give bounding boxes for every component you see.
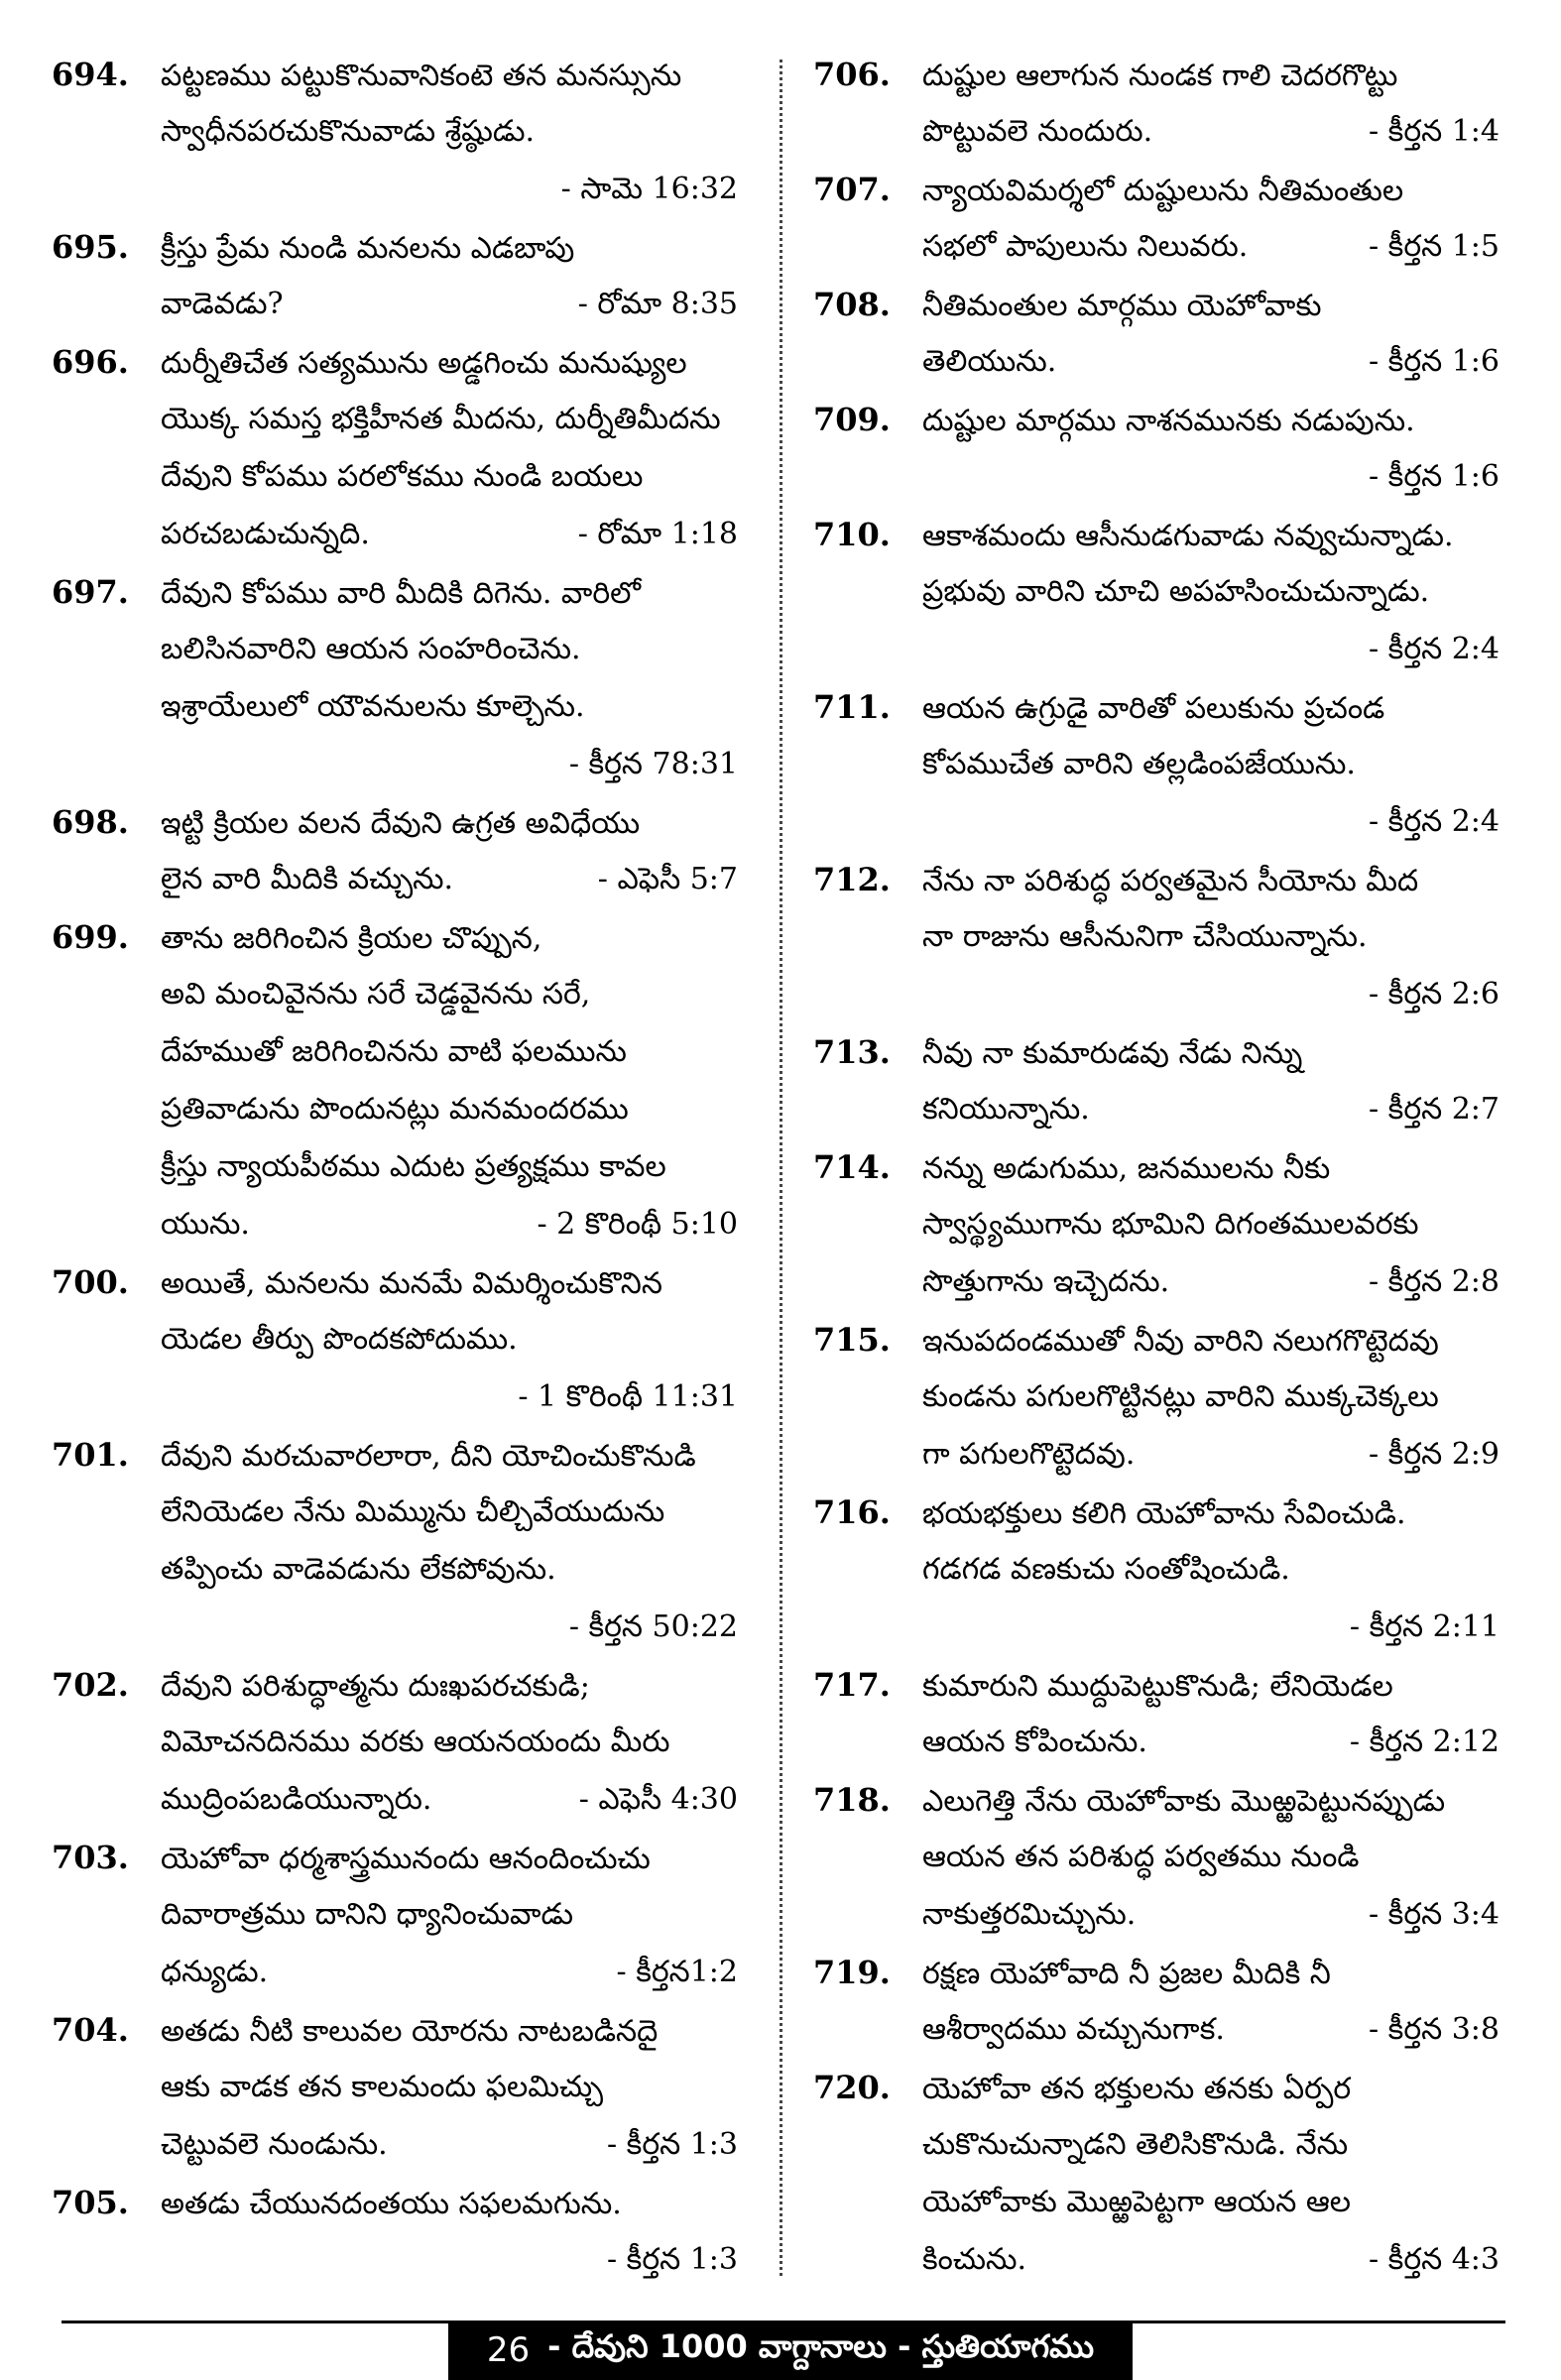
verse-text: యును. — [161, 1207, 250, 1242]
verse-line — [52, 1426, 744, 1484]
verse-text: గడగడ వణకుచు సంతోషించుడి. — [922, 1552, 1290, 1587]
verse-reference: - కీర్తన 2:4 — [1368, 632, 1500, 666]
verse-reference: - కీర్తన 2:12 — [1349, 1725, 1500, 1759]
verse-entry — [813, 678, 1505, 851]
verse-text: ఆయన కోపించును. — [922, 1725, 1147, 1759]
verse-reference: - కీర్తన 2:8 — [1368, 1264, 1500, 1299]
verse-line — [52, 391, 744, 448]
page-footer — [448, 2320, 1133, 2380]
verse-reference: - కీర్తన 1:6 — [1368, 344, 1500, 379]
verse-reference: - కీర్తన 4:3 — [1368, 2242, 1500, 2277]
verse-text: భయభక్తులు కలిగి యెహోవాను సేవించుడి. — [922, 1496, 1406, 1531]
verse-reference: - కీర్తన 2:7 — [1368, 1092, 1500, 1127]
verse-text: అయితే, మనలను మనమే విమర్శించుకొనిన — [161, 1266, 662, 1301]
verse-line — [813, 1541, 1505, 1599]
verse-text: నా రాజును ఆసీనునిగా చేసియున్నాను. — [922, 919, 1368, 954]
verse-text: దేవుని పరిశుద్ధాత్మను దుఃఖపరచకుడి; — [161, 1669, 590, 1704]
book-title: - దేవుని 1000 వాగ్దానాలు - స్తుతియాగము — [547, 2327, 1095, 2365]
verse-reference: - కీర్తన 2:6 — [1368, 977, 1500, 1012]
verse-entry — [813, 1771, 1505, 1944]
verse-text: నేను నా పరిశుద్ధ పర్వతమైన సీయోను మీద — [922, 864, 1419, 898]
verse-text: వాడెవడు? — [161, 287, 284, 321]
verse-text: తప్పించు వాడెవడును లేకపోవును. — [161, 1552, 556, 1587]
verse-text: అతడు నీటి కాలువల యోరను నాటబడినదై — [161, 2014, 659, 2049]
verse-text: నాకుత్తరమిచ్చును. — [922, 1897, 1137, 1932]
verse-number: 700. — [52, 1263, 129, 1301]
verse-reference: - కీర్తన 78:31 — [568, 747, 738, 781]
verse-text: స్వాధీనపరచుకొనువాడు శ్రేష్ఠుడు. — [161, 114, 536, 149]
verse-reference-line — [813, 1599, 1505, 1656]
verse-entry — [813, 2059, 1505, 2289]
verse-line — [813, 1426, 1505, 1484]
right-column — [813, 46, 1505, 2289]
verse-text: తాను జరిగించిన క్రియల చొప్పున, — [161, 921, 542, 956]
verse-text: ఆశీర్వాదము వచ్చునుగాక. — [922, 2012, 1225, 2047]
verse-entry — [813, 391, 1505, 506]
verse-text: ప్రభువు వారిని చూచి అపహసించుచున్నాడు. — [922, 574, 1430, 609]
verse-line — [813, 736, 1505, 793]
verse-line — [52, 1484, 744, 1541]
verse-entry — [813, 161, 1505, 276]
verse-reference: - కీర్తన 1:4 — [1368, 114, 1500, 149]
verse-line — [813, 678, 1505, 736]
verse-text: అవి మంచివైనను సరే చెడ్డవైనను సరే, — [161, 977, 591, 1012]
verse-text: దుర్నీతిచేత సత్యమును అడ్డగించు మనుష్యుల — [161, 346, 687, 381]
verse-reference: - 1 కొరింథీ 11:31 — [518, 1379, 738, 1414]
verse-line — [52, 563, 744, 621]
verse-line — [52, 1886, 744, 1944]
verse-reference: - కీర్తన 1:3 — [606, 2242, 738, 2277]
verse-entry — [52, 1829, 744, 2001]
verse-reference: - కీర్తన 3:4 — [1368, 1897, 1500, 1932]
verse-line — [813, 276, 1505, 333]
verse-text: పొట్టువలె నుందురు. — [922, 114, 1153, 149]
verse-text: ముద్రింపబడియున్నారు. — [161, 1782, 432, 1817]
verse-line — [52, 46, 744, 103]
verse-reference-line — [813, 793, 1505, 851]
verse-text: క్రీస్తు ప్రేమ నుండి మనలను ఎడబాపు — [161, 231, 575, 266]
verse-line — [52, 1138, 744, 1196]
verse-text: ప్రతివాడును పొందునట్లు మనమందరము — [161, 1092, 629, 1127]
verse-line — [813, 1771, 1505, 1829]
verse-text: నన్ను అడుగుము, జనములను నీకు — [922, 1151, 1331, 1186]
verse-line — [52, 1253, 744, 1311]
verse-number: 695. — [52, 228, 129, 266]
verse-line — [813, 2174, 1505, 2231]
verse-text: బలిసినవారిని ఆయన సంహరించెను. — [161, 632, 581, 666]
verse-line — [52, 1081, 744, 1138]
verse-reference: - కీర్తన 2:4 — [1368, 804, 1500, 839]
verse-text: దేవుని మరచువారలారా, దీని యోచించుకొనుడి — [161, 1439, 696, 1474]
verse-line — [52, 1714, 744, 1771]
verse-text: తెలియును. — [922, 344, 1057, 379]
verse-text: నీతిమంతుల మార్గము యెహోవాకు — [922, 289, 1322, 323]
verse-line — [52, 1656, 744, 1714]
verse-number: 705. — [52, 2184, 129, 2221]
verse-line — [813, 1886, 1505, 1944]
verse-entry — [813, 46, 1505, 161]
verse-line — [52, 276, 744, 333]
verse-line — [52, 2174, 744, 2231]
verse-reference-line — [52, 1599, 744, 1656]
verse-number: 713. — [813, 1033, 891, 1071]
verse-line — [813, 1023, 1505, 1081]
verse-text: ఆకు వాడక తన కాలమందు ఫలమిచ్చు — [161, 2070, 603, 2104]
verse-line — [813, 2116, 1505, 2174]
verse-number: 697. — [52, 573, 129, 611]
verse-entry — [52, 2001, 744, 2174]
verse-reference: - రోమా 1:18 — [577, 517, 738, 551]
verse-text: దుష్టుల మార్గము నాశనమునకు నడుపును. — [922, 404, 1415, 438]
verse-text: దేహముతో జరిగించినను వాటి ఫలమును — [161, 1034, 627, 1069]
verse-reference: - కీర్తన 1:5 — [1368, 229, 1500, 264]
verse-text: ఆయన తన పరిశుద్ధ పర్వతము నుండి — [922, 1840, 1360, 1874]
verse-entry — [813, 1484, 1505, 1656]
verse-text: కించును. — [922, 2242, 1027, 2277]
verse-line — [52, 1541, 744, 1599]
verse-line — [52, 2001, 744, 2059]
verse-text: యెహోవా తన భక్తులను తనకు ఏర్పర — [922, 2072, 1352, 2106]
verse-reference: - ఎఫెసీ 4:30 — [578, 1782, 738, 1817]
verse-line — [52, 1944, 744, 2001]
verse-line — [52, 1829, 744, 1886]
verse-line — [52, 448, 744, 506]
verse-line — [813, 161, 1505, 218]
verse-line — [813, 1138, 1505, 1196]
verse-line — [813, 2059, 1505, 2116]
verse-reference: - కీర్తన1:2 — [616, 1955, 738, 1989]
verse-text: ఇనుపదండముతో నీవు వారిని నలుగగొట్టెదవు — [922, 1324, 1439, 1359]
verse-text: స్వాస్థ్యముగాను భూమిని దిగంతములవరకు — [922, 1207, 1419, 1242]
verse-entry — [52, 46, 744, 218]
verse-text: కోపముచేత వారిని తల్లడింపజేయును. — [922, 747, 1356, 781]
verse-reference: - సామె 16:32 — [560, 172, 738, 206]
verse-text: యెహోవా ధర్మశాస్త్రమునందు ఆనందించుచు — [161, 1842, 651, 1876]
verse-line — [813, 2231, 1505, 2289]
verse-text: న్యాయవిమర్శలో దుష్టులును నీతిమంతుల — [922, 174, 1404, 208]
verse-line — [813, 1196, 1505, 1253]
verse-reference-line — [813, 621, 1505, 678]
verse-text: చెట్టువలె నుండును. — [161, 2127, 388, 2162]
verse-number: 709. — [813, 401, 891, 438]
verse-text: యొక్క సమస్త భక్తిహీనత మీదను, దుర్నీతిమీదను — [161, 402, 721, 436]
verse-number: 696. — [52, 343, 129, 381]
verse-number: 719. — [813, 1954, 891, 1991]
verse-entry — [52, 1426, 744, 1656]
verse-entry — [813, 1311, 1505, 1484]
verse-reference-line — [813, 448, 1505, 506]
verse-number: 720. — [813, 2069, 891, 2106]
verse-text: లేనియెడల నేను మిమ్మును చీల్చివేయుదును — [161, 1494, 665, 1529]
verse-text: దుష్టుల ఆలాగున నుండక గాలి చెదరగొట్టు — [922, 59, 1398, 93]
verse-number: 694. — [52, 56, 129, 93]
verse-line — [813, 908, 1505, 966]
verse-line — [813, 1656, 1505, 1714]
verse-entry — [52, 908, 744, 1253]
verse-line — [813, 391, 1505, 448]
verse-reference-line — [813, 966, 1505, 1023]
verse-number: 710. — [813, 516, 891, 553]
verse-text: దివారాత్రము దానిని ధ్యానించువాడు — [161, 1897, 574, 1932]
verse-text: రక్షణ యెహోవాది నీ ప్రజల మీదికి నీ — [922, 1957, 1331, 1991]
verse-number: 717. — [813, 1666, 891, 1704]
verse-number: 704. — [52, 2011, 129, 2049]
column-divider — [780, 60, 782, 2276]
verse-entry — [52, 1656, 744, 1829]
verse-line — [52, 1196, 744, 1253]
verse-text: దేవుని కోపము వారి మీదికి దిగెను. వారిలో — [161, 576, 642, 611]
verse-line — [813, 2001, 1505, 2059]
verse-line — [813, 1829, 1505, 1886]
verse-number: 699. — [52, 918, 129, 956]
verse-line — [52, 218, 744, 276]
verse-text: విమోచనదినము వరకు ఆయనయందు మీరు — [161, 1725, 670, 1759]
verse-text: గా పగులగొట్టెదవు. — [922, 1437, 1136, 1472]
verse-reference: - కీర్తన 50:22 — [568, 1609, 738, 1644]
verse-text: ఎలుగెత్తి నేను యెహోవాకు మొఱ్ఱపెట్టునప్పుడు — [922, 1784, 1446, 1819]
verse-text: నీవు నా కుమారుడవు నేడు నిన్ను — [922, 1036, 1303, 1071]
verse-line — [52, 2116, 744, 2174]
verse-number: 712. — [813, 861, 891, 898]
verse-line — [813, 218, 1505, 276]
verse-reference-line — [52, 1368, 744, 1426]
verse-line — [52, 678, 744, 736]
verse-number: 708. — [813, 286, 891, 323]
verse-entry — [813, 1944, 1505, 2059]
verse-entry — [813, 506, 1505, 678]
verse-text: అతడు చేయునదంతయు సఫలమగును. — [161, 2187, 622, 2221]
verse-line — [52, 103, 744, 161]
verse-text: సొత్తుగాను ఇచ్చెదను. — [922, 1264, 1170, 1299]
verse-text: యెడల తీర్పు పొందకపోదుము. — [161, 1322, 518, 1357]
verse-number: 716. — [813, 1493, 891, 1531]
page-number: 26 — [486, 2330, 531, 2370]
verse-line — [52, 2059, 744, 2116]
left-column — [52, 46, 744, 2289]
verse-reference: - కీర్తన 1:3 — [606, 2127, 738, 2162]
verse-number: 715. — [813, 1321, 891, 1359]
verse-entry — [813, 1138, 1505, 1311]
verse-number: 698. — [52, 803, 129, 841]
verse-reference: - కీర్తన 2:11 — [1349, 1609, 1500, 1644]
verse-text: ఆయన ఉగ్రుడై వారితో పలుకును ప్రచండ — [922, 691, 1385, 726]
verse-number: 714. — [813, 1148, 891, 1186]
verse-line — [52, 908, 744, 966]
verse-line — [52, 793, 744, 851]
verse-text: చుకొనుచున్నాడని తెలిసికొనుడి. నేను — [922, 2127, 1349, 2162]
verse-text: యెహోవాకు మొఱ్ఱపెట్టగా ఆయన ఆల — [922, 2185, 1352, 2219]
verse-reference: - రోమా 8:35 — [577, 287, 738, 321]
verse-entry — [813, 851, 1505, 1023]
verse-line — [813, 103, 1505, 161]
verse-reference: - ఎఫెసీ 5:7 — [597, 862, 738, 896]
verse-text: సభలో పాపులును నిలువరు. — [922, 229, 1249, 264]
verse-line — [813, 563, 1505, 621]
verse-line — [52, 1023, 744, 1081]
verse-line — [813, 46, 1505, 103]
verse-line — [813, 1081, 1505, 1138]
verse-entry — [813, 1656, 1505, 1771]
verse-line — [52, 851, 744, 908]
verse-entry — [813, 1023, 1505, 1138]
verse-text: క్రీస్తు న్యాయపీఠము ఎదుట ప్రత్యక్షము కావల — [161, 1149, 666, 1184]
verse-line — [813, 506, 1505, 563]
verse-reference-line — [52, 161, 744, 218]
verse-line — [813, 1714, 1505, 1771]
verse-entry — [52, 563, 744, 793]
verse-line — [52, 333, 744, 391]
verse-number: 702. — [52, 1666, 129, 1704]
verse-entry — [52, 1253, 744, 1426]
verse-line — [813, 333, 1505, 391]
verse-line — [52, 506, 744, 563]
verse-text: కుండను పగులగొట్టినట్లు వారిని ముక్కచెక్కలు — [922, 1379, 1439, 1414]
verse-text: కనియున్నాను. — [922, 1092, 1090, 1127]
verse-line — [813, 1311, 1505, 1368]
verse-entry — [52, 218, 744, 333]
verse-text: ధన్యుడు. — [161, 1955, 269, 1989]
verse-reference: - కీర్తన 1:6 — [1368, 459, 1500, 494]
verse-line — [813, 1944, 1505, 2001]
verse-entry — [52, 2174, 744, 2289]
verse-entry — [52, 793, 744, 908]
verse-number: 703. — [52, 1839, 129, 1876]
verse-reference-line — [52, 736, 744, 793]
verse-line — [813, 1484, 1505, 1541]
verse-line — [813, 1253, 1505, 1311]
verse-line — [52, 966, 744, 1023]
verse-text: కుమారుని ముద్దుపెట్టుకొనుడి; లేనియెడల — [922, 1669, 1393, 1704]
verse-text: దేవుని కోపము పరలోకము నుండి బయలు — [161, 459, 644, 494]
verse-text: ఇశ్రాయేలులో యౌవనులను కూల్చెను. — [161, 689, 585, 724]
verse-reference: - 2 కొరింథీ 5:10 — [537, 1207, 738, 1242]
verse-text: లైన వారి మీదికి వచ్చును. — [161, 862, 454, 896]
verse-number: 701. — [52, 1436, 129, 1474]
verse-line — [52, 1771, 744, 1829]
verse-number: 711. — [813, 688, 891, 726]
verse-reference: - కీర్తన 3:8 — [1368, 2012, 1500, 2047]
verse-entry — [52, 333, 744, 563]
verse-number: 707. — [813, 171, 891, 208]
verse-line — [52, 621, 744, 678]
verse-line — [813, 1368, 1505, 1426]
verse-text: పరచబడుచున్నది. — [161, 517, 370, 551]
verse-reference: - కీర్తన 2:9 — [1368, 1437, 1500, 1472]
verse-number: 718. — [813, 1781, 891, 1819]
verse-line — [813, 851, 1505, 908]
verse-reference-line — [52, 2231, 744, 2289]
verse-entry — [813, 276, 1505, 391]
verse-text: పట్టణము పట్టుకొనువానికంటె తన మనస్సును — [161, 59, 682, 93]
verse-text: ఆకాశమందు ఆసీనుడగువాడు నవ్వుచున్నాడు. — [922, 519, 1454, 553]
verse-line — [52, 1311, 744, 1368]
verse-text: ఇట్టి క్రియల వలన దేవుని ఉగ్రత అవిధేయు — [161, 806, 641, 841]
verse-number: 706. — [813, 56, 891, 93]
